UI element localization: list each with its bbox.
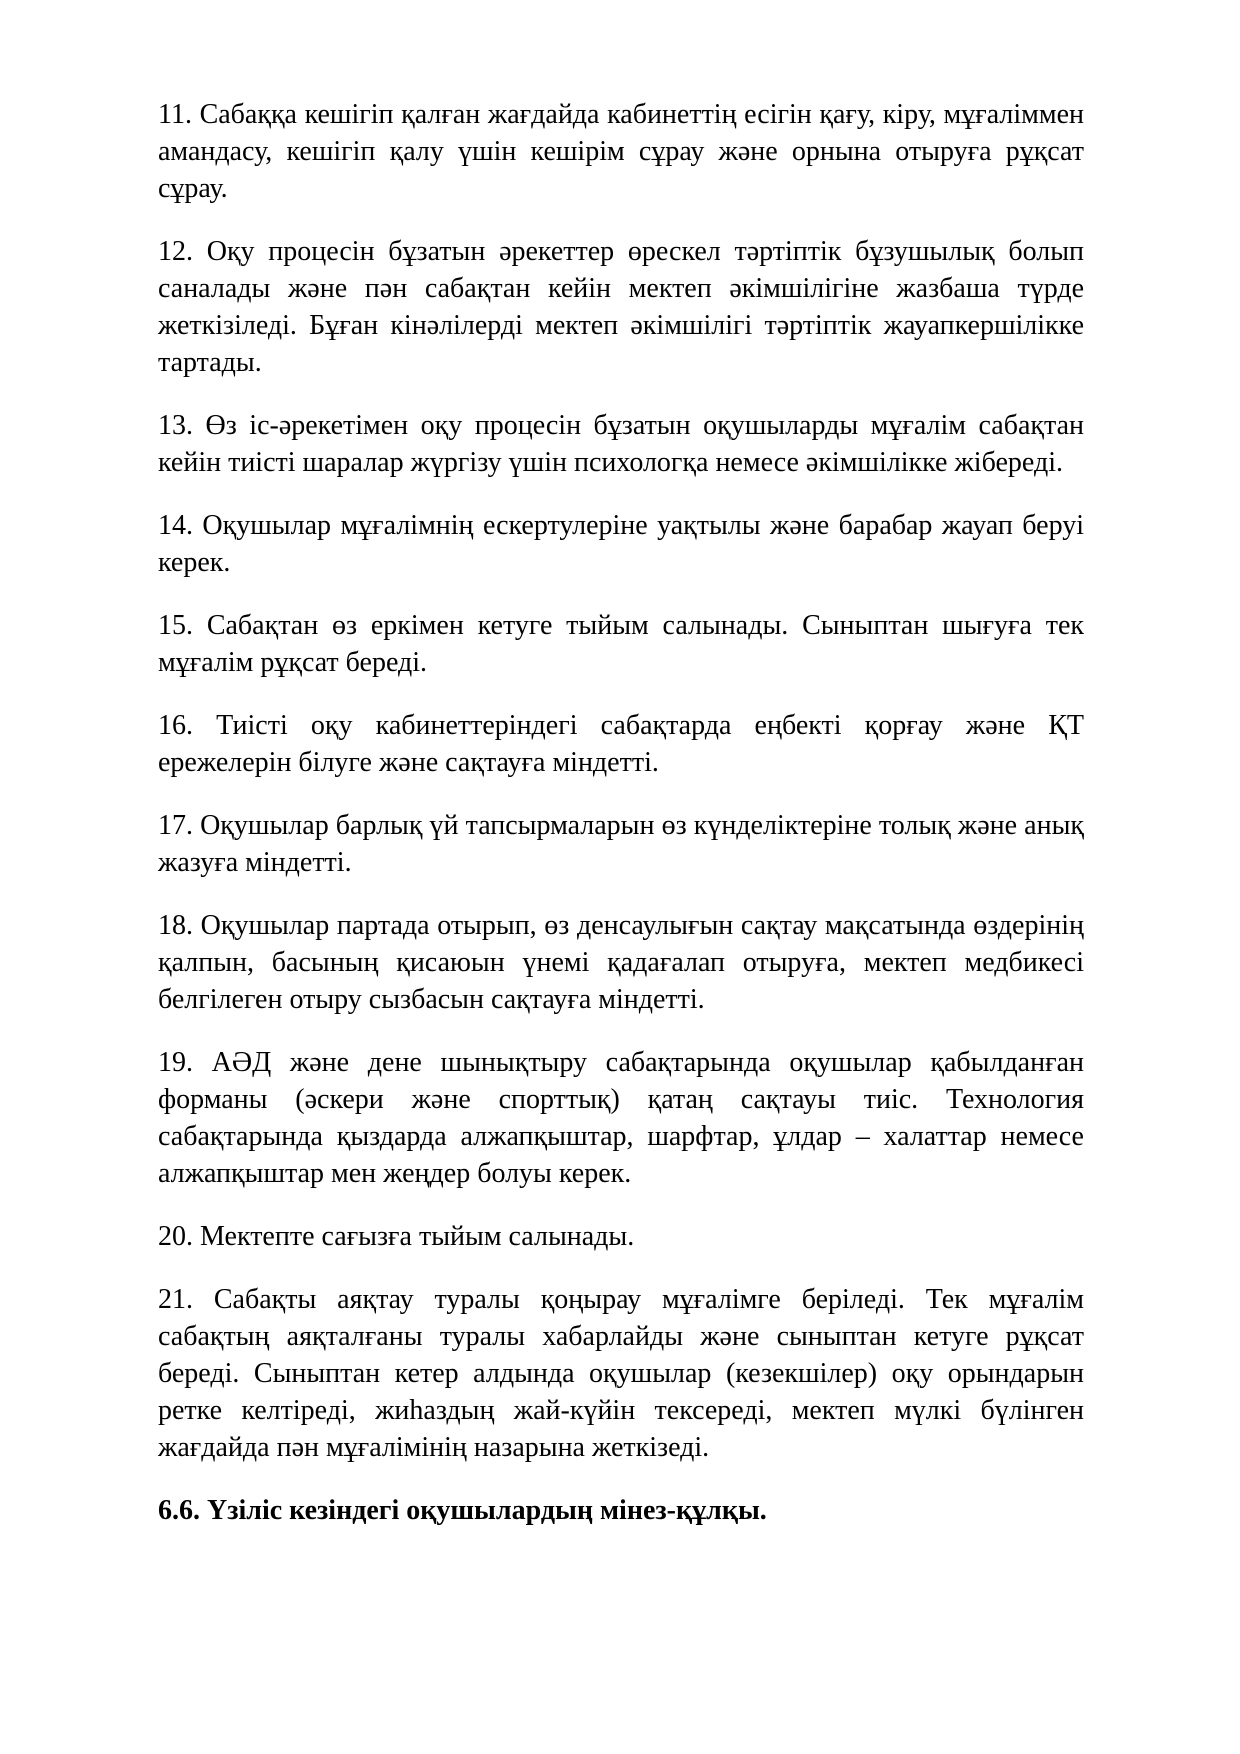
paragraph-rule-19: 19. АӘД және дене шынықтыру сабақтарында оқушылар қабылданған форманы (әскери және спорттық) қатаң сақтауы тиіс. Технология сабақтарында қыздарда алжапқыштар, шарфтар, ұлдар – халаттар немесе алжапқыштар мен жеңдер болуы керек. xyxy=(158,1047,1084,1189)
section-heading-6-6: 6.6. Үзіліс кезіндегі оқушылардың мінез-құлқы. xyxy=(158,1495,767,1526)
paragraph-rule-12: 12. Оқу процесін бұзатын әрекеттер өрескел тәртіптік бұзушылық болып саналады және пән сабақтан кейін мектеп әкімшілігіне жазбаша түрде жеткізіледі. Бұған кінәлілерді мектеп әкімшілігі тәртіптік жауапкершілікке тартады. xyxy=(158,236,1084,378)
paragraph-rule-20: 20. Мектепте сағызға тыйым салынады. xyxy=(158,1221,635,1252)
paragraph-rule-21: 21. Сабақты аяқтау туралы қоңырау мұғалімге беріледі. Тек мұғалім сабақтың аяқталғаны туралы хабарлайды және сыныптан кетуге рұқсат береді. Сыныптан кетер алдында оқушылар (кезекшілер) оқу орындарын ретке келтіреді, жиһаздың жай-күйін тексереді, мектеп мүлкі бүлінген жағдайда пән мұғалімінің назарына жеткізеді. xyxy=(158,1284,1084,1463)
paragraph-rule-14: 14. Оқушылар мұғалімнің ескертулеріне уақтылы және барабар жауап беруі керек. xyxy=(158,510,1084,578)
paragraph-rule-17: 17. Оқушылар барлық үй тапсырмаларын өз күнделіктеріне толық және анық жазуға міндетті. xyxy=(158,810,1084,878)
paragraph-rule-13: 13. Өз іс-әрекетімен оқу процесін бұзатын оқушыларды мұғалім сабақтан кейін тиісті шаралар жүргізу үшін психологқа немесе әкімшілікке жібереді. xyxy=(158,410,1084,478)
paragraph-rule-15: 15. Сабақтан өз еркімен кетуге тыйым салынады. Сыныптан шығуға тек мұғалім рұқсат береді. xyxy=(158,610,1084,678)
paragraph-rule-18: 18. Оқушылар партада отырып, өз денсаулығын сақтау мақсатында өздерінің қалпын, басының қисаюын үнемі қадағалап отыруға, мектеп медбикесі белгілеген отыру сызбасын сақтауға міндетті. xyxy=(158,910,1084,1015)
paragraph-rule-16: 16. Тиісті оқу кабинеттеріндегі сабақтарда еңбекті қорғау және ҚТ ережелерін білуге және сақтауға міндетті. xyxy=(158,710,1084,778)
paragraph-rule-11: 11. Сабаққа кешігіп қалған жағдайда кабинеттің есігін қағу, кіру, мұғаліммен амандасу, кешігіп қалу үшін кешірім сұрау және орнына отыруға рұқсат сұрау. xyxy=(158,99,1084,204)
